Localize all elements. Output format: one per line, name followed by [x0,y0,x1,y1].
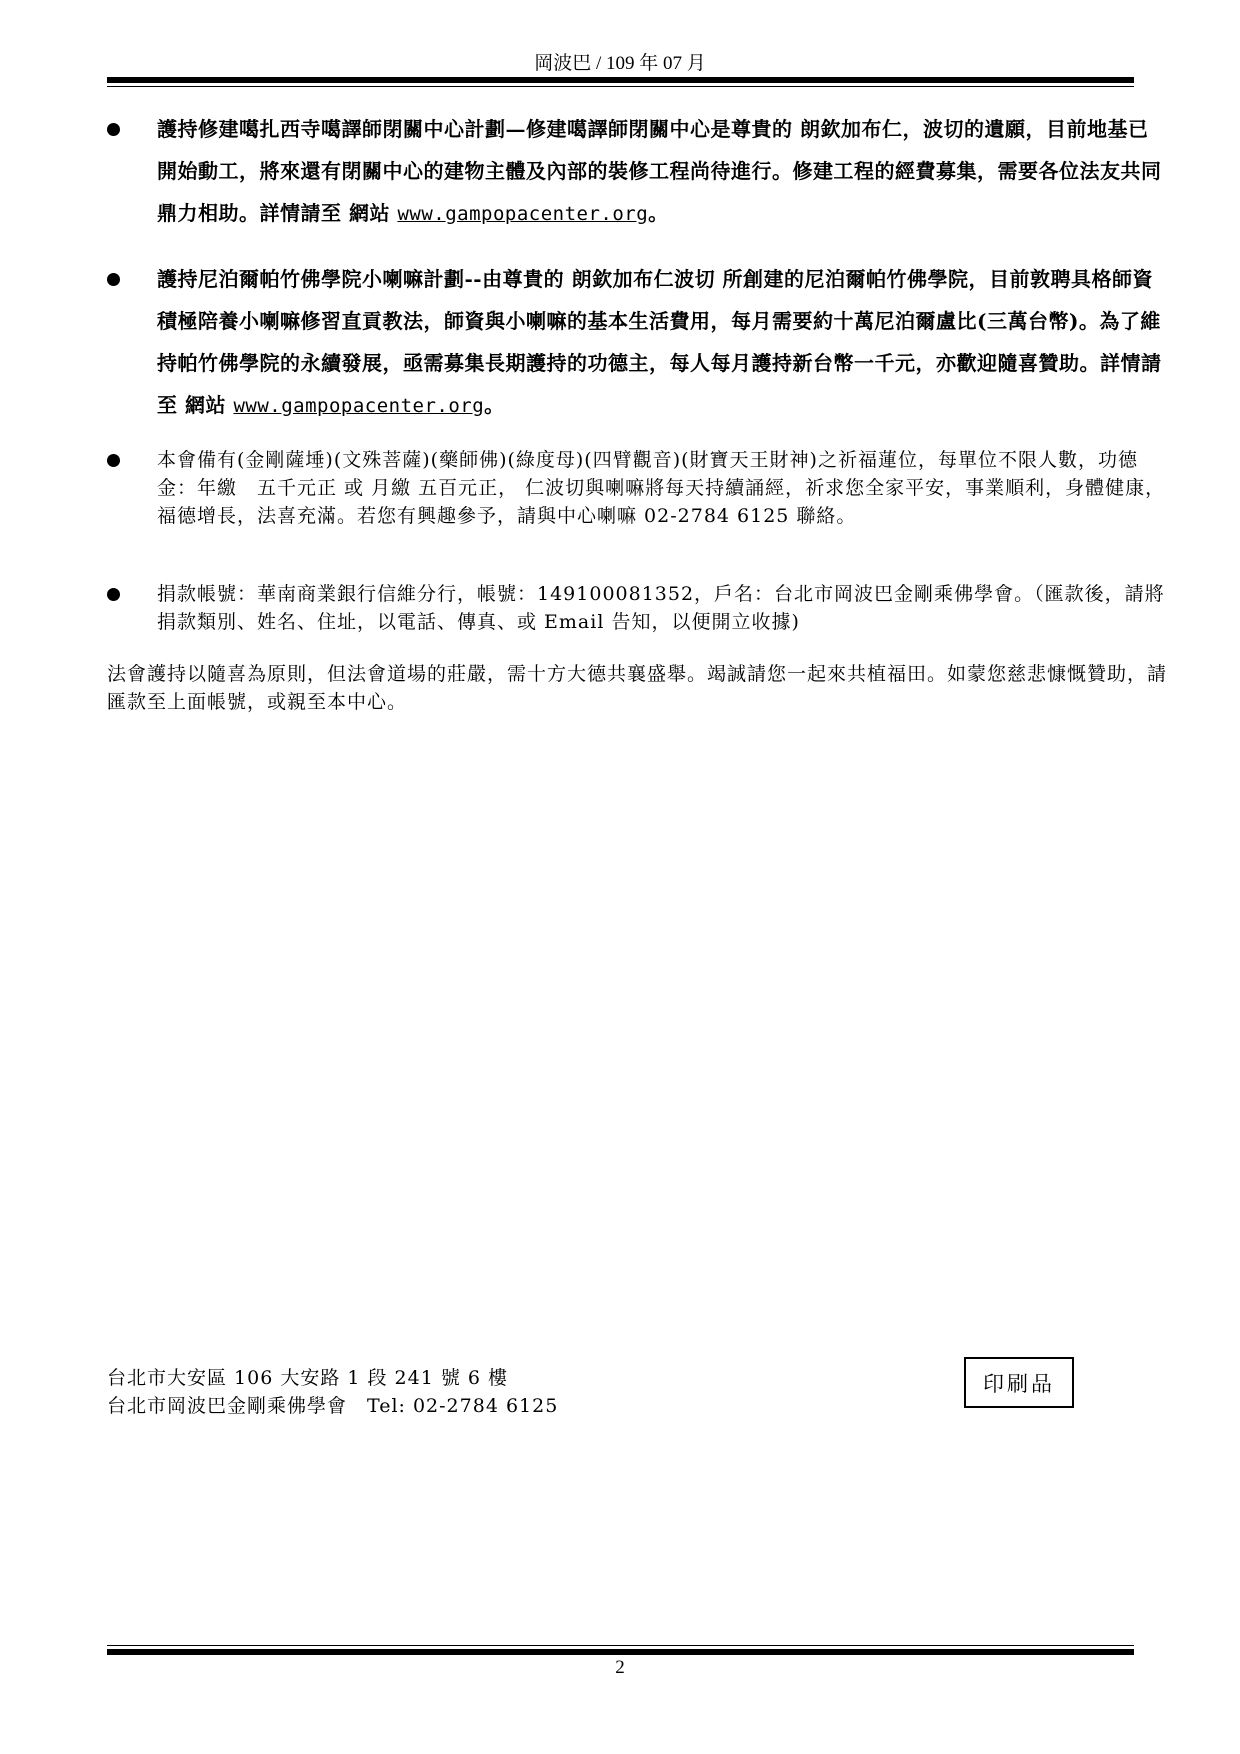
address-line-1: 台北市大安區 106 大安路 1 段 241 號 6 樓 [107,1367,509,1389]
bullet-icon [107,454,120,467]
mailing-address [107,1364,558,1420]
item-suffix: 。 [648,201,669,225]
bullet-icon [107,273,120,286]
bullet-text [157,258,1167,427]
website-link[interactable]: www.gampopacenter.org [233,395,485,417]
page-header-title: 岡波巴 / 109 年 07 月 [534,53,706,74]
bullet-icon [107,588,120,601]
bullet-text [157,108,1167,235]
printed-matter-stamp: 印刷品 [964,1357,1074,1408]
address-line-2: 台北市岡波巴金剛乘佛學會 Tel: 02-2784 6125 [107,1395,559,1417]
footer-rule-thick [107,1649,1134,1655]
footer-rule-thin [107,1645,1134,1646]
header-rule-thin [107,86,1134,87]
header-rule-thick [107,77,1134,83]
closing-paragraph: 法會護持以隨喜為原則，但法會道場的莊嚴，需十方大德共襄盛舉。竭誠請您一起來共植福田。如蒙您慈悲慷慨贊助，請匯款至上面帳號，或親至本中心。 [107,663,1168,713]
website-link[interactable]: www.gampopacenter.org [397,203,649,225]
item-suffix: 。 [484,393,505,417]
bullet-text: 本會備有(金剛薩埵)(文殊菩薩)(藥師佛)(綠度母)(四臂觀音)(財寶天王財神)之祈福蓮位，每單位不限人數，功德金：年繳 五千元正 或 月繳 五百元正， 仁波切與喇嘛將每天持續誦經，祈求您全家平安，事業順利，身體健康，福德增長，法喜充滿。若您有興趣參予，請與中心喇嘛 02-2784 6125 聯絡。 [157,449,1166,527]
bullet-text: 捐款帳號：華南商業銀行信維分行，帳號：149100081352，戶名：台北市岡波巴金剛乘佛學會。（匯款後，請將捐款類別、姓名、住址，以電話、傳真、或 Email 告知，以便開立收據) [157,583,1165,633]
bullet-icon [107,123,120,136]
item-text: 護持尼泊爾帕竹佛學院小喇嘛計劃--由尊貴的 朗欽加布仁波切 所創建的尼泊爾帕竹佛學院，目前敦聘具格師資積極陪養小喇嘛修習直貢教法，師資與小喇嘛的基本生活費用，每月需要約十萬尼泊爾盧比(三萬台幣)。為了維持帕竹佛學院的永續發展，亟需募集長期護持的功德主，每人每月護持新台幣一千元，亦歡迎隨喜贊助。詳情請至 網站 [157,267,1162,417]
item-text: 護持修建噶扎西寺噶譯師閉關中心計劃—修建噶譯師閉關中心是尊貴的 朗欽加布仁，波切的遺願，目前地基已開始動工，將來還有閉關中心的建物主體及內部的裝修工程尚待進行。修建工程的經費募集，需要各位法友共同鼎力相助。詳情請至 網站 [157,117,1162,225]
page-number: 2 [615,1657,625,1678]
